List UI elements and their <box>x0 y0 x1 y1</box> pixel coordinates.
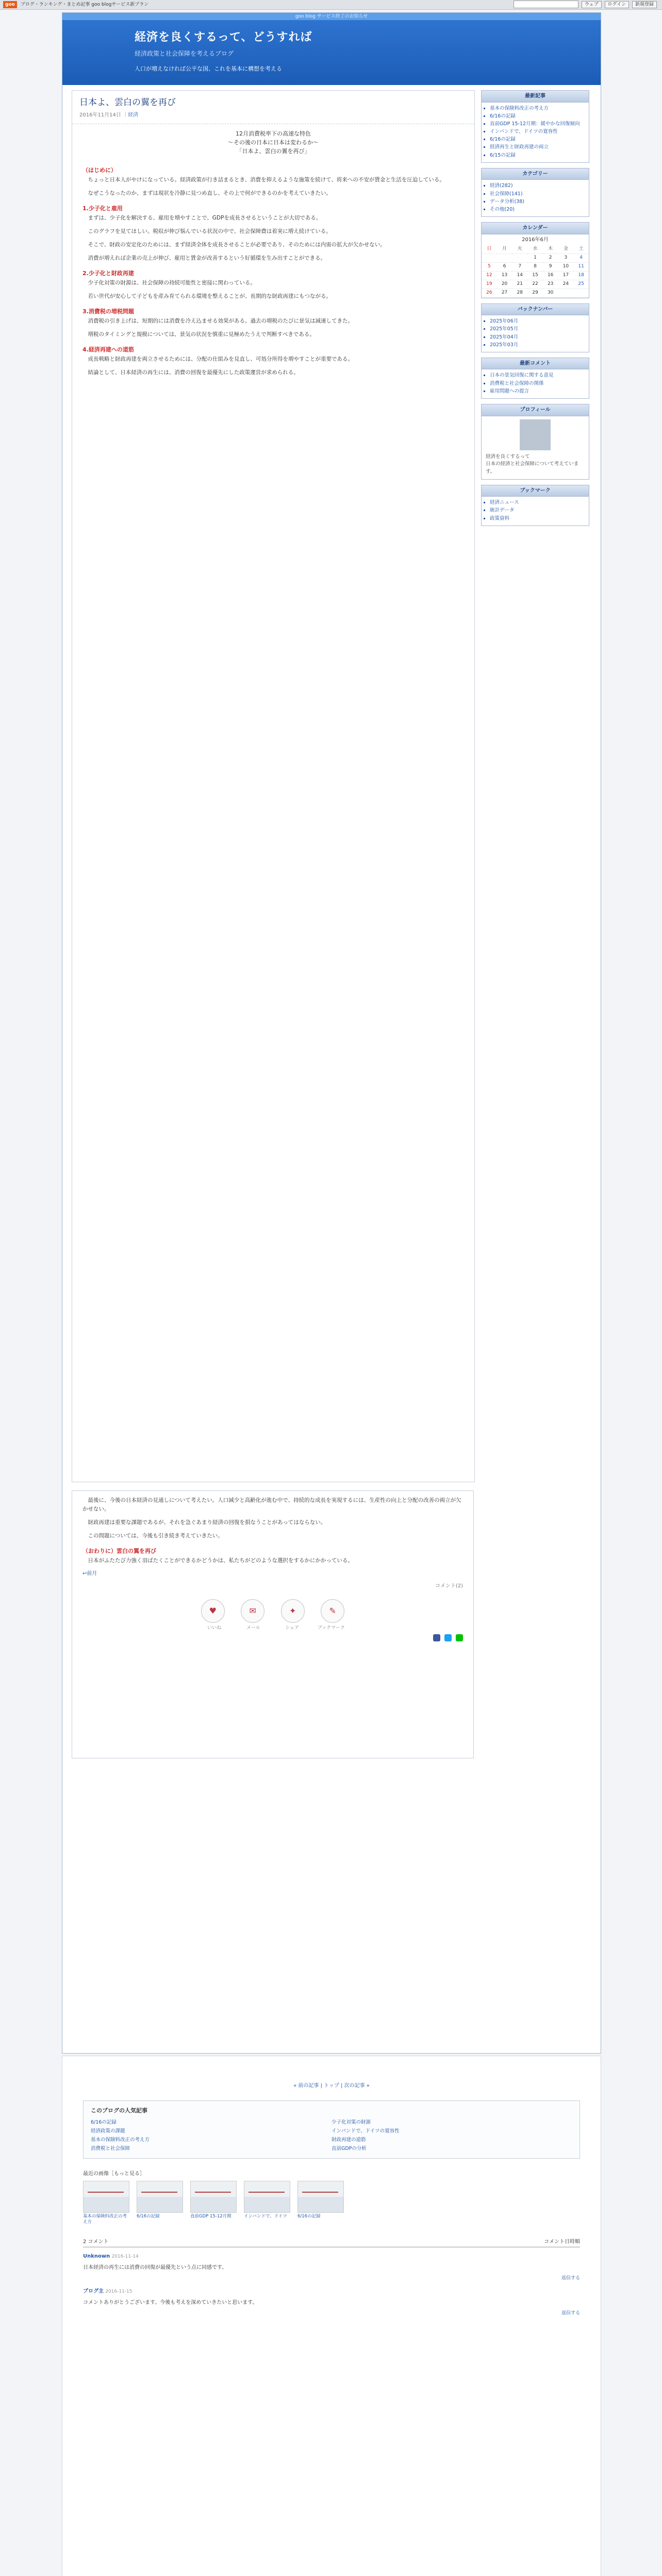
comment-date: 2016-11-14 <box>111 2254 139 2260</box>
section-heading: （おわりに）雲白の翼を再び <box>82 1548 156 1554</box>
article-title[interactable]: 日本よ、雲白の翼を再び <box>79 97 176 108</box>
paragraph: 消費が増えれば企業の売上が伸び、雇用と賃金が改善するという好循環を生み出すことができる。 <box>88 255 326 262</box>
calendar-day-name: 金 <box>558 245 574 253</box>
thumbnail-line <box>88 2192 124 2193</box>
sidebar-box-comments <box>481 358 589 399</box>
paragraph: ちょっと日本人がやけになっている。経済政策が行き詰まるとき、消費を抑えるような施策を続けて、将来への不安が賃金と生活を圧迫している。 <box>88 177 445 183</box>
thumbnail-caption[interactable]: 6/16の記録 <box>297 2214 321 2219</box>
thumbnail-area <box>244 2197 290 2212</box>
sidebar-link[interactable]: ▪ 2025年04月 <box>490 333 585 341</box>
sidebar-list <box>482 315 589 352</box>
section-heading: 2.少子化と財政再建 <box>82 270 134 277</box>
thumbnail[interactable] <box>137 2181 183 2225</box>
calendar-day-name: 水 <box>527 245 543 253</box>
share-label: シェア <box>285 1625 300 1631</box>
sidebar-link[interactable]: ▪ 雇用問題への提言 <box>490 387 585 395</box>
sidebar-profile <box>481 404 589 480</box>
paragraph: 成長戦略と財政再建を両立させるためには、分配の仕組みを見直し、可処分所得を増やすことが重要である。 <box>88 356 353 363</box>
thumbnail-line <box>195 2192 231 2193</box>
calendar-day[interactable]: 19 <box>482 280 497 289</box>
recent-images-title[interactable]: 最近の画像［もっと見る］ <box>83 2171 145 2177</box>
lower-section <box>62 2056 601 2576</box>
thumbnail-image[interactable] <box>244 2181 290 2213</box>
twitter-icon[interactable] <box>444 1634 452 1641</box>
sidebar-link[interactable]: ▪ 政策資料 <box>490 515 585 522</box>
thumbnail[interactable] <box>244 2181 290 2225</box>
calendar-day[interactable]: 3 <box>558 254 574 263</box>
thumbnail-image[interactable] <box>137 2181 183 2213</box>
article-meta: 2016年11月14日 ｜経済 <box>72 111 474 124</box>
sidebar-link[interactable]: ▪ 6/16の記録 <box>490 112 585 120</box>
sidebar-box-archive <box>481 303 589 352</box>
sidebar-link[interactable]: ▪ 経済(282) <box>490 182 585 190</box>
sidebar-box-title: 最新記事 <box>482 91 589 103</box>
profile-text: 日本の経済と社会保障について考えています。 <box>486 461 579 474</box>
calendar-day[interactable]: 24 <box>558 280 574 289</box>
comment-date: 2016-11-15 <box>105 2289 133 2294</box>
thumbnail-caption[interactable]: 直前GDP 15-12月期 <box>190 2214 231 2219</box>
paragraph: 若い世代が安心して子どもを産み育てられる環境を整えることが、長期的な財政再建にもつながる。 <box>88 293 332 300</box>
calendar-day[interactable]: 18 <box>573 271 589 280</box>
sidebar-link[interactable]: ▪ 6/15の記録 <box>490 151 585 159</box>
calendar-day[interactable]: 6 <box>497 262 512 271</box>
calendar-day[interactable]: 26 <box>482 289 497 297</box>
back-link[interactable]: ↩前月 <box>82 1571 97 1577</box>
reply-link[interactable]: 返信する <box>561 2275 580 2281</box>
calendar-day[interactable]: 9 <box>543 262 558 271</box>
sidebar-link[interactable]: ▪ 経済再生と財政再建の両立 <box>490 143 585 151</box>
toolbar-links[interactable]: ブログ・ランキング・まとめ記事 goo blogサービス新プラン <box>20 2 149 7</box>
share-bar <box>82 1599 463 1645</box>
sidebar-link[interactable]: ▪ その他(20) <box>490 206 585 213</box>
sidebar-calendar <box>481 222 589 298</box>
calendar-day-name: 土 <box>573 245 589 253</box>
blog-title[interactable]: 経済を良くするって、どうすれば <box>135 30 312 44</box>
sidebar-link[interactable]: ▪ 2025年05月 <box>490 325 585 333</box>
sidebar-link[interactable]: ▪ 統計データ <box>490 506 585 514</box>
paragraph: 消費税の引き上げは、短期的には消費を冷え込ませる効果がある。過去の増税のたびに景気は減速してきた。 <box>88 318 353 325</box>
sidebar-list <box>482 369 589 398</box>
calendar-day[interactable]: 17 <box>558 271 574 280</box>
calendar-day[interactable]: 20 <box>497 280 512 289</box>
sidebar-link[interactable]: ▪ 消費税と社会保障の関係 <box>490 380 585 387</box>
login-button[interactable]: ログイン <box>605 1 630 8</box>
thumbnail-area <box>84 2197 129 2212</box>
calendar-day[interactable]: 29 <box>527 289 543 297</box>
service-notice[interactable]: goo blog サービス終了のお知らせ <box>62 13 601 20</box>
share-label: いいね <box>207 1625 222 1631</box>
paragraph: そこで、財政の安定化のためには、まず経済全体を成長させることが必要であり、そのためには内需の拡大が欠かせない。 <box>88 242 386 248</box>
main-column <box>72 90 474 1758</box>
post-navigation[interactable]: « 前の記事 | トップ | 次の記事 » <box>293 2083 370 2089</box>
toolbar-left <box>3 0 148 9</box>
section-heading: 3.消費税の増税問題 <box>82 308 134 315</box>
comment <box>83 2287 580 2317</box>
calendar-row <box>482 262 589 271</box>
thumbnail-caption[interactable]: 基本の保険料改正の考え方 <box>83 2214 127 2225</box>
profile-body <box>482 416 589 479</box>
section-heading: （はじめに） <box>82 166 117 174</box>
paragraph: このグラフを見てほしい。税収が伸び悩んでいる状況の中で、社会保障費は着実に増え続けている。 <box>88 228 332 235</box>
thumbnail-area <box>191 2197 236 2212</box>
calendar-day[interactable]: 2 <box>543 254 558 263</box>
thumbnail-image[interactable] <box>297 2181 344 2213</box>
sidebar-box-title: カレンダー <box>482 223 589 234</box>
calendar-day[interactable]: 13 <box>497 271 512 280</box>
share-label: メール <box>246 1625 260 1631</box>
article <box>72 90 475 1482</box>
share-labels <box>82 1623 463 1632</box>
calendar-day[interactable]: 12 <box>482 271 497 280</box>
mail-icon[interactable]: ✉ <box>241 1599 264 1623</box>
blog-page <box>62 12 601 2054</box>
paragraph: この問題については、今後も引き続き考えていきたい。 <box>88 1533 223 1539</box>
related-title: このブログの人気記事 <box>91 2107 147 2114</box>
article-continuation <box>72 1490 474 1758</box>
sidebar-box-title: ブックマーク <box>482 485 589 497</box>
like-icon[interactable]: ♥ <box>201 1599 225 1623</box>
sidebar-link[interactable]: ▪ 社会保障(141) <box>490 190 585 198</box>
article-lead <box>72 124 474 158</box>
article-category-link[interactable]: 経済 <box>128 112 139 118</box>
related-posts <box>83 2100 580 2159</box>
sidebar-box-title: プロフィール <box>482 404 589 416</box>
sidebar-list <box>482 103 589 162</box>
paragraph: 財政再建は重要な課題であるが、それを急ぐあまり経済の回復を損なうことがあってはならない。 <box>88 1519 326 1526</box>
calendar-row <box>482 271 589 280</box>
thumbnail-line <box>302 2192 338 2193</box>
calendar-header-row <box>482 245 589 253</box>
calendar-day[interactable]: 28 <box>512 289 527 297</box>
share-label: ブックマーク <box>317 1625 345 1631</box>
sidebar-link[interactable]: ▪ 2025年03月 <box>490 341 585 349</box>
article-section <box>82 204 464 263</box>
sidebar-link[interactable]: ▪ 2025年06月 <box>490 317 585 325</box>
blog-header <box>62 13 601 85</box>
paragraph: まずは、少子化を解決する、雇用を増やすことで、GDPを成長させるということが大切である。 <box>88 215 322 222</box>
calendar-day[interactable]: 7 <box>512 262 527 271</box>
blog-description: 人口が増えなければ公平な国、これを基本に構想を考える <box>135 65 282 72</box>
comment-count-link[interactable]: コメント(2) <box>435 1583 463 1589</box>
thumbnail-caption[interactable]: インバンドで、ドイツ <box>244 2214 287 2219</box>
share-buttons <box>82 1599 463 1623</box>
line-icon[interactable] <box>456 1634 463 1641</box>
calendar-day[interactable]: 30 <box>543 289 558 297</box>
paragraph: なぜこうなったのか、まずは現状を冷静に見つめ直し、その上で何ができるのかを考えていきたい。 <box>88 190 332 197</box>
thumbnail-image[interactable] <box>190 2181 237 2213</box>
calendar-day[interactable]: 10 <box>558 262 574 271</box>
related-column <box>91 2118 332 2153</box>
calendar-row <box>482 289 589 297</box>
sidebar-box-recent <box>481 90 589 163</box>
comment-author[interactable]: Unknown <box>83 2253 110 2260</box>
calendar-grid <box>482 245 589 298</box>
related-columns <box>91 2118 572 2153</box>
related-link[interactable]: 基本の保険料改正の考え方 <box>91 2137 150 2143</box>
comment-author[interactable]: ブログ主 <box>83 2288 104 2294</box>
calendar-day[interactable]: 1 <box>527 254 543 263</box>
calendar-day[interactable]: 16 <box>543 271 558 280</box>
thumbnail-area <box>298 2197 343 2212</box>
article-section <box>82 269 464 301</box>
sidebar-list <box>482 497 589 526</box>
sidebar-link[interactable]: ▪ 経済ニュース <box>490 499 585 506</box>
comments-sort[interactable]: コメント日時順 <box>544 2239 580 2245</box>
paragraph: 少子化対策の財源は、社会保障の持続可能性と密接に関わっている。 <box>88 280 256 286</box>
sidebar-link[interactable]: ▪ 基本の保険料改正の考え方 <box>490 105 585 112</box>
share-icon[interactable]: ✦ <box>281 1599 305 1623</box>
calendar-row <box>482 254 589 263</box>
social-icons <box>82 1634 463 1645</box>
thumbnail-row <box>83 2181 580 2225</box>
related-link[interactable]: 経済政策の課題 <box>91 2128 125 2134</box>
calendar-day-name: 火 <box>512 245 527 253</box>
calendar-day[interactable]: 5 <box>482 262 497 271</box>
calendar-day[interactable]: 21 <box>512 280 527 289</box>
sidebar-link[interactable]: ▪ 6/16の記録 <box>490 135 585 143</box>
paragraph: 日本がふたたび力強く羽ばたくことができるかどうかは、私たちがどのような選択をするかにかかっている。 <box>88 1557 353 1564</box>
calendar-month: 2016年6月 <box>522 236 549 243</box>
bookmark-icon[interactable]: ✎ <box>321 1599 344 1623</box>
paragraph: 増税のタイミングと規模については、景気の状況を慎重に見極めたうえで判断すべきである。 <box>88 331 315 338</box>
thumbnail-caption[interactable]: 6/16の記録 <box>137 2214 160 2219</box>
search-input[interactable] <box>514 1 578 8</box>
calendar-day[interactable] <box>497 254 512 263</box>
lead-line: 12月消費税率下の高速な特色 <box>236 130 311 137</box>
thumbnail-line <box>141 2192 177 2193</box>
comment <box>83 2252 580 2282</box>
calendar-row <box>482 280 589 289</box>
article-section <box>82 166 464 198</box>
sidebar <box>481 90 589 531</box>
calendar-day[interactable] <box>512 254 527 263</box>
comment-text: コメントありがとうございます。今後も考えを深めていきたいと思います。 <box>83 2299 258 2306</box>
sidebar-list <box>482 180 589 216</box>
sidebar-box-title: バックナンバー <box>482 304 589 316</box>
section-heading: 1.少子化と雇用 <box>82 205 123 212</box>
thumbnail[interactable] <box>297 2181 344 2225</box>
sidebar-box-bookmark <box>481 485 589 526</box>
thumbnail-area <box>137 2197 183 2212</box>
calendar-day-name: 木 <box>543 245 558 253</box>
calendar-day[interactable]: 23 <box>543 280 558 289</box>
related-link[interactable]: 消費税と社会保障 <box>91 2145 130 2151</box>
avatar[interactable] <box>520 419 551 450</box>
related-link[interactable]: 6/16の記録 <box>91 2119 117 2125</box>
article-body <box>72 158 474 384</box>
section-heading: 4.経済再建への道筋 <box>82 346 134 353</box>
related-column <box>332 2118 572 2153</box>
sidebar-link[interactable]: ▪ 日本の景気回復に関する意見 <box>490 371 585 379</box>
calendar-day[interactable]: 25 <box>573 280 589 289</box>
comment-text: 日本経済の再生には消費の回復が最優先という点に同感です。 <box>83 2264 227 2270</box>
sidebar-box-title: 最新コメント <box>482 358 589 370</box>
lead-line: 「日本よ、雲白の翼を再び」 <box>236 147 310 155</box>
comments-title: 2 コメント <box>83 2239 109 2245</box>
calendar-day[interactable] <box>558 289 574 297</box>
thumbnail-line <box>249 2192 285 2193</box>
calendar-day[interactable] <box>482 254 497 263</box>
top-toolbar <box>0 0 662 10</box>
recent-images <box>83 2170 580 2226</box>
calendar-day[interactable] <box>573 289 589 297</box>
paragraph: 最後に、今後の日本経済の見通しについて考えたい。人口減少と高齢化が進む中で、持続的な成長を実現するには、生産性の向上と分配の改善の両立が欠かせない。 <box>82 1497 461 1512</box>
blog-subtitle: 経済政策と社会保障を考えるブログ <box>135 50 234 57</box>
calendar-day[interactable]: 11 <box>573 262 589 271</box>
calendar-day[interactable]: 27 <box>497 289 512 297</box>
calendar-day[interactable]: 14 <box>512 271 527 280</box>
lead-line: ～その後の日本に日本は変わるか～ <box>228 139 319 146</box>
sidebar-box-category <box>481 168 589 217</box>
profile-name[interactable]: 経済を良くするって <box>486 453 530 460</box>
reply-link[interactable]: 返信する <box>561 2310 580 2316</box>
calendar-day[interactable]: 4 <box>573 254 589 263</box>
goo-logo[interactable]: goo <box>3 1 17 8</box>
sidebar-link[interactable]: ▪ 直前GDP 15-12月期：緩やかな回復傾向 <box>490 120 585 128</box>
thumbnail-image[interactable] <box>83 2181 129 2213</box>
article-date: 2016年11月14日 <box>79 112 121 118</box>
related-link[interactable]: インバンドで、ドイツの寛容性 <box>332 2128 400 2134</box>
paragraph: 結論として、日本経済の再生には、消費の回復を最優先にした政策運営が求められる。 <box>88 369 299 376</box>
sidebar-link[interactable]: ▪ データ分析(38) <box>490 198 585 206</box>
sidebar-link[interactable]: ▪ インバンドで、ドイツの寛容性 <box>490 128 585 135</box>
facebook-icon[interactable] <box>433 1634 440 1641</box>
signup-button[interactable]: 新規登録 <box>632 1 657 8</box>
thumbnail[interactable] <box>83 2181 129 2225</box>
calendar-day[interactable]: 8 <box>527 262 543 271</box>
sidebar-box-title: カテゴリー <box>482 168 589 180</box>
related-link[interactable]: 少子化対策の財源 <box>332 2119 371 2125</box>
search-button[interactable]: ウェブ <box>582 1 602 8</box>
toolbar-right <box>514 0 657 9</box>
calendar-day-name: 日 <box>482 245 497 253</box>
related-link[interactable]: 財政再建の道筋 <box>332 2137 366 2143</box>
article-section <box>82 307 464 339</box>
calendar-day[interactable]: 15 <box>527 271 543 280</box>
article-section <box>82 345 464 377</box>
thumbnail[interactable] <box>190 2181 237 2225</box>
related-link[interactable]: 直前GDPの分析 <box>332 2145 367 2151</box>
comments-header <box>83 2238 580 2248</box>
calendar-day-name: 月 <box>497 245 512 253</box>
calendar-day[interactable]: 22 <box>527 280 543 289</box>
